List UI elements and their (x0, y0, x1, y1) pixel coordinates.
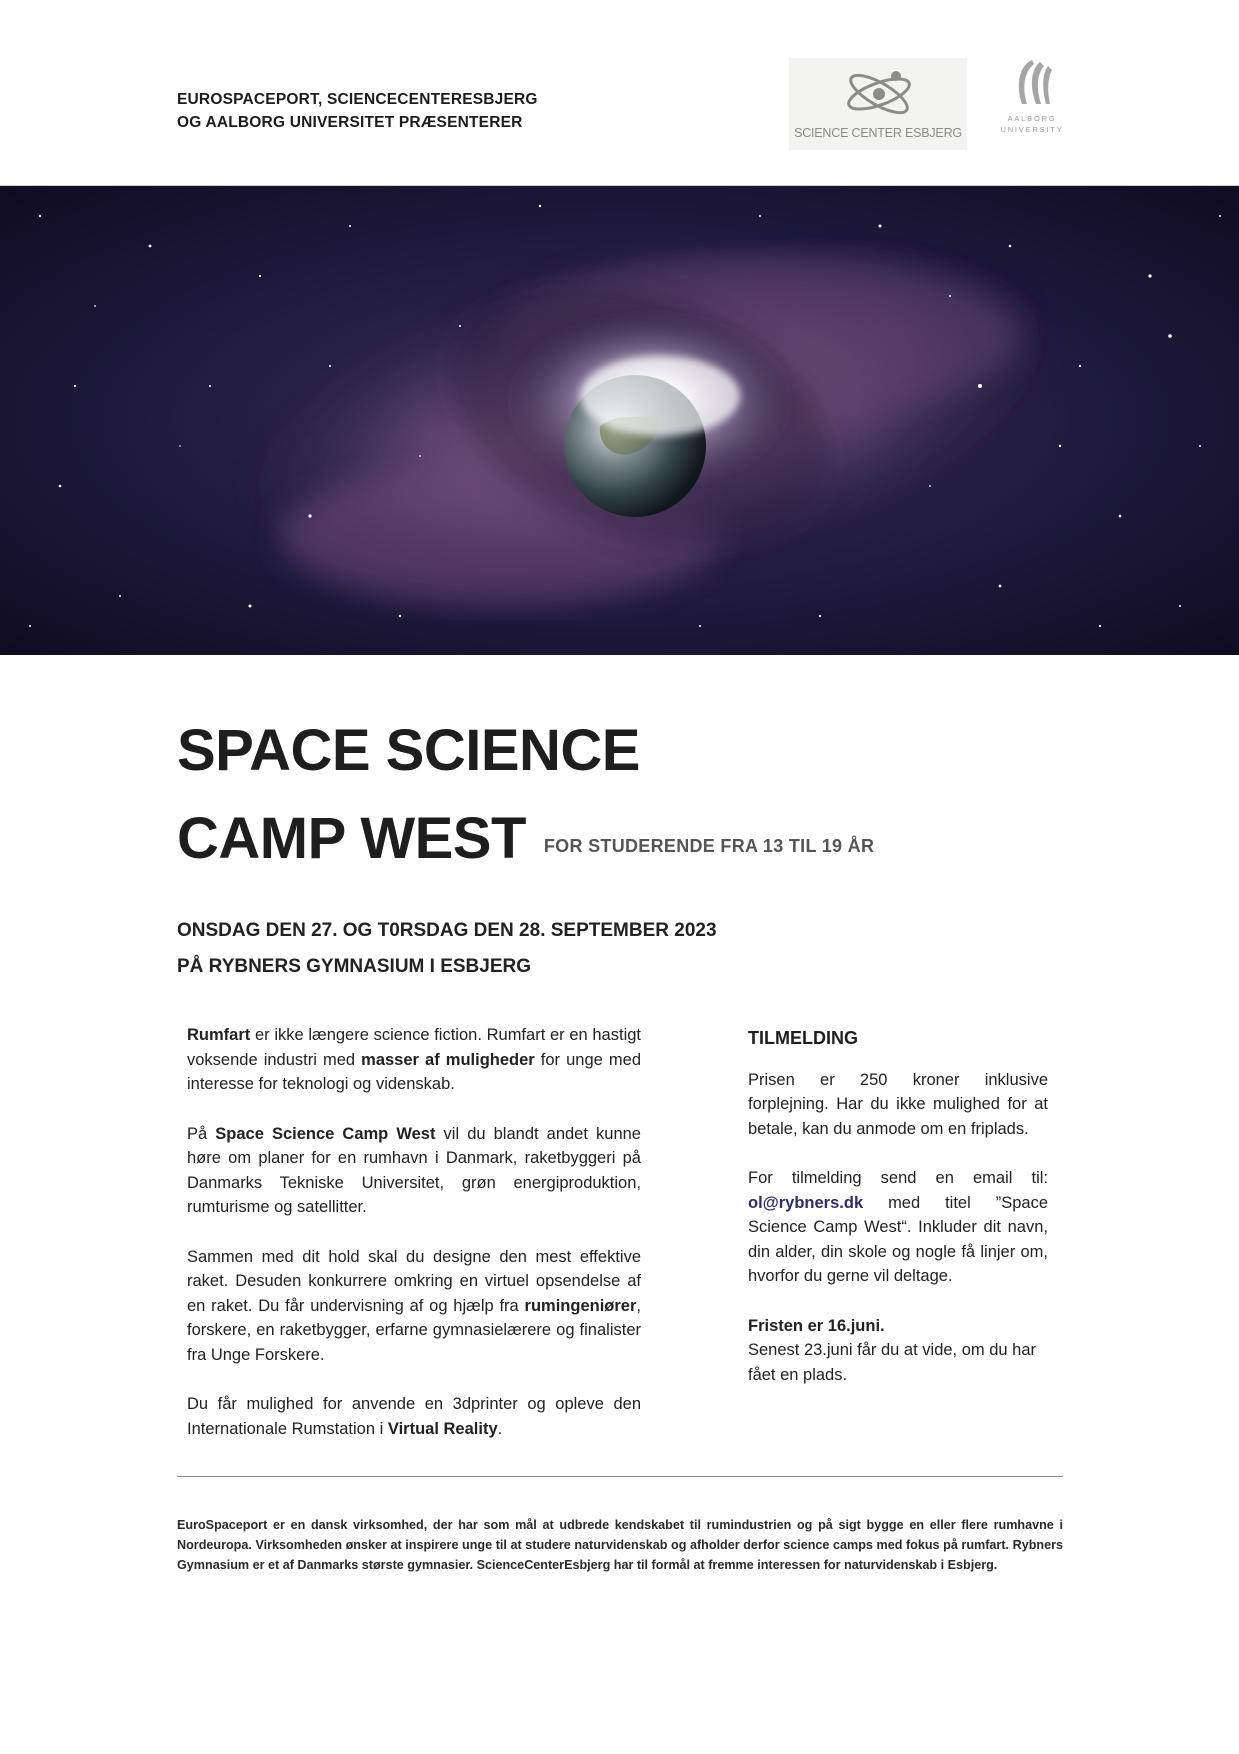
body-text: er ikke længere science fiction. Rumfart er en hastigt voksende industri med (187, 1026, 641, 1069)
body-text: På (187, 1124, 216, 1143)
email-link[interactable]: ol@rybners.dk (748, 1193, 864, 1212)
title-line-2-wrap (177, 795, 874, 890)
logo-aau-line-2: UNIVERSITY (1000, 125, 1064, 134)
bold-text: Rumfart (187, 1026, 251, 1044)
body-text: For tilmelding send en email til: (748, 1169, 1048, 1187)
signup-paragraph (748, 1166, 1048, 1289)
atom-icon (844, 64, 914, 124)
description-column (187, 1023, 641, 1466)
event-info (177, 913, 717, 985)
price-paragraph: Prisen er 250 kroner inklusive forplejning. Har du ikke mulighed for at betale, kan du anmode om en friplads. (748, 1070, 1048, 1138)
event-date: ONSDAG DEN 27. OG T0RSDAG DEN 28. SEPTEMBER 2023 (177, 920, 717, 941)
science-center-esbjerg-logo (789, 58, 967, 150)
bold-text: Virtual Reality (387, 1419, 498, 1438)
hero-space-image (0, 186, 1239, 655)
deadline-text: Fristen er 16.juni. (748, 1316, 885, 1335)
title-line-2: CAMP WEST (177, 806, 526, 871)
aalborg-university-logo (992, 58, 1072, 148)
body-text: , forskere, en raketbygger, erfarne gymnasielærere og finalister fra Unge Forskere. (187, 1296, 641, 1364)
event-location: PÅ RYBNERS GYMNASIUM I ESBJERG (177, 956, 532, 977)
description-paragraph-4 (187, 1392, 641, 1441)
description-paragraph-1 (187, 1023, 641, 1097)
wave-icon (1010, 58, 1054, 106)
title-line-1: SPACE SCIENCE (177, 718, 640, 783)
presenter-line-2: OG AALBORG UNIVERSITET PRÆSENTERER (177, 114, 523, 131)
bold-text: masser af muligheder (361, 1050, 535, 1069)
audience-subtitle: FOR STUDERENDE FRA 13 TIL 19 ÅR (543, 836, 875, 856)
page-title (177, 707, 874, 890)
body-text: med titel ”Space Science Camp West“. Inkluder dit navn, din alder, din skole og nogle få linjer om, hvorfor du gerne vil deltage. (748, 1193, 1048, 1285)
presenter-header (177, 88, 538, 134)
logo-sce-text: SCIENCE CENTER ESBJERG (794, 126, 962, 140)
bottom-divider (177, 1476, 1063, 1477)
footer-text: EuroSpaceport er en dansk virksomhed, der har som mål at udbrede kendskabet til rumindustrien og på sigt bygge en eller flere rumhavne i Nordeuropa. Virksomheden ønsker at inspirere unge til at studere naturvidenskab og afholder derfor science camps med fokus på rumfart. Rybners Gymnasium er et af Danmarks største gymnasier. ScienceCenterEsbjerg har til formål at fremme interessen for naturvidenskab i Esbjerg. (177, 1518, 1063, 1572)
bold-text: rumingeniører (524, 1296, 637, 1315)
description-paragraph-2 (187, 1122, 641, 1220)
registration-heading: TILMELDING (748, 1028, 858, 1048)
description-paragraph-3 (187, 1245, 641, 1368)
body-text: vil du blandt andet kunne høre om planer for en rumhavn i Danmark, raketbyggeri på Danmarks Tekniske Universitet, grøn energiproduktion, rumturisme og satellitter. (187, 1124, 641, 1216)
presenter-line-1: EUROSPACEPORT, SCIENCECENTERESBJERG (177, 91, 538, 108)
body-text: Du får mulighed for anvende en 3dprinter og opleve den Internationale Rumstation i (187, 1395, 641, 1438)
body-text: . (497, 1419, 503, 1438)
logo-aau-line-1: AALBORG (1007, 114, 1057, 123)
deadline-paragraph (748, 1314, 1048, 1388)
logo-aau-text (992, 113, 1072, 135)
body-text: for unge med interesse for teknologi og videnskab. (187, 1050, 642, 1093)
registration-column (748, 1026, 1048, 1412)
notice-text: Senest 23.juni får du at vide, om du har fået en plads. (748, 1341, 1037, 1384)
bold-text: Space Science Camp West (215, 1124, 436, 1143)
body-text: Sammen med dit hold skal du designe den mest effektive raket. Desuden konkurrere omkring en virtuel opsendelse af en raket. Du får undervisning af og hjælp fra (187, 1247, 641, 1315)
